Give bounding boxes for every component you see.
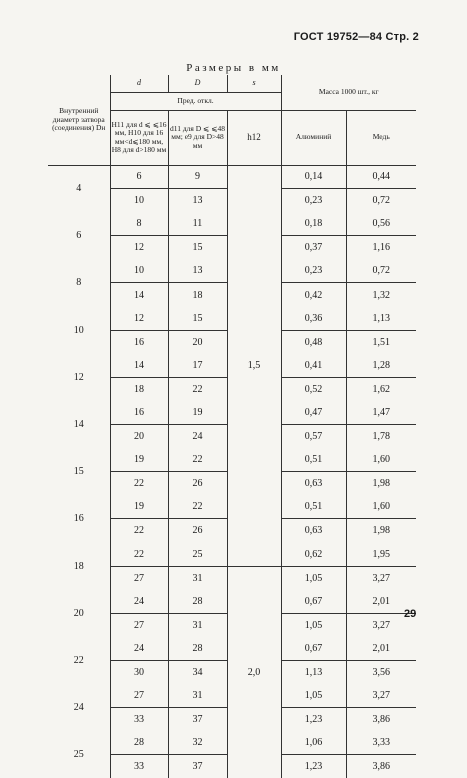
header-D: D [168,75,227,92]
cell-dn: 18 [73,560,84,572]
cell-aluminium: 0,67 [281,590,346,614]
cell-d: 27 [110,613,168,637]
cell-d: 20 [110,425,168,449]
cell-D: 34 [168,660,227,684]
cell-D: 13 [168,259,227,283]
cell-aluminium: 0,63 [281,472,346,496]
cell-D: 22 [168,448,227,472]
cell-D: 26 [168,472,227,496]
cell-d: 28 [110,731,168,755]
cell-D: 25 [168,543,227,567]
cell-D: 9 [168,165,227,189]
cell-copper: 3,27 [346,684,416,708]
cell-d: 19 [110,448,168,472]
cell-D: 26 [168,519,227,543]
page-header: ГОСТ 19752—84 Стр. 2 [293,31,419,43]
cell-aluminium: 0,41 [281,354,346,378]
cell-copper: 3,56 [346,660,416,684]
cell-d: 19 [110,495,168,519]
header-mass: Масса 1000 шт., кг [281,75,416,110]
cell-aluminium: 0,47 [281,401,346,425]
table-caption: Размеры в мм [186,62,281,74]
cell-d: 8 [110,212,168,236]
cell-aluminium: 1,13 [281,660,346,684]
cell-copper: 2,01 [346,590,416,614]
cell-dn: 12 [73,371,84,383]
cell-D: 17 [168,354,227,378]
cell-aluminium: 1,05 [281,613,346,637]
cell-copper: 1,16 [346,236,416,260]
cell-copper: 1,47 [346,401,416,425]
cell-d: 6 [110,165,168,189]
cell-copper: 1,13 [346,307,416,331]
cell-D: 20 [168,330,227,354]
cell-aluminium: 0,57 [281,425,346,449]
cell-D: 28 [168,637,227,661]
cell-D: 13 [168,189,227,213]
tolerance-s: h12 [227,110,281,165]
header-prev-otkl: Пред. откл. [110,92,281,110]
cell-aluminium: 0,67 [281,637,346,661]
cell-D: 18 [168,283,227,307]
cell-copper: 1,60 [346,448,416,472]
cell-d: 14 [110,283,168,307]
cell-d: 33 [110,708,168,732]
cell-d: 18 [110,377,168,401]
cell-copper: 1,98 [346,519,416,543]
cell-dn: 4 [76,183,82,195]
cell-D: 22 [168,495,227,519]
cell-d: 27 [110,684,168,708]
cell-dn: 15 [73,466,84,478]
cell-d: 22 [110,543,168,567]
header-d: d [110,75,168,92]
cell-s-2: 2,0 [227,566,281,778]
cell-d: 16 [110,330,168,354]
cell-d: 14 [110,354,168,378]
cell-aluminium: 0,14 [281,165,346,189]
dimensions-table [48,75,416,778]
cell-s-1: 1,5 [227,165,281,566]
cell-dn: 22 [73,654,84,666]
cell-copper: 3,33 [346,731,416,755]
cell-copper: 0,72 [346,259,416,283]
cell-copper: 1,28 [346,354,416,378]
header-aluminium: Алюминий [281,110,346,165]
cell-D: 11 [168,212,227,236]
cell-D: 37 [168,708,227,732]
cell-dn: 16 [73,513,84,525]
cell-D: 15 [168,307,227,331]
cell-dn: 14 [73,419,84,431]
cell-aluminium: 0,51 [281,448,346,472]
cell-aluminium: 1,23 [281,755,346,778]
cell-d: 16 [110,401,168,425]
cell-D: 24 [168,425,227,449]
cell-D: 15 [168,236,227,260]
cell-d: 22 [110,472,168,496]
cell-D: 32 [168,731,227,755]
cell-D: 28 [168,590,227,614]
cell-copper: 3,27 [346,613,416,637]
header-copper: Медь [346,110,416,165]
cell-aluminium: 0,37 [281,236,346,260]
cell-dn: 24 [73,702,84,714]
cell-aluminium: 0,48 [281,330,346,354]
cell-d: 33 [110,755,168,778]
cell-copper: 1,60 [346,495,416,519]
tolerance-d: H11 для d ⩽ ⩽16 мм, H10 для 16 мм<d⩽180 мм, H8 для d>180 мм [110,110,168,165]
cell-d: 27 [110,566,168,590]
cell-copper: 1,95 [346,543,416,567]
cell-aluminium: 0,23 [281,259,346,283]
cell-d: 24 [110,637,168,661]
page-number: 29 [404,608,417,620]
cell-d: 10 [110,259,168,283]
cell-copper: 3,86 [346,708,416,732]
cell-d: 24 [110,590,168,614]
cell-d: 12 [110,236,168,260]
cell-dn: 20 [73,607,84,619]
cell-aluminium: 0,18 [281,212,346,236]
cell-copper: 3,86 [346,755,416,778]
cell-copper: 1,78 [346,425,416,449]
cell-D: 37 [168,755,227,778]
cell-copper: 0,44 [346,165,416,189]
tolerance-D: d11 для D ⩽ ⩽48 мм; e9 для D>48 мм [168,110,227,165]
cell-dn: 6 [76,230,82,242]
cell-copper: 1,51 [346,330,416,354]
cell-aluminium: 1,23 [281,708,346,732]
cell-copper: 1,62 [346,377,416,401]
header-dn: Внутренний диаметр затвора (соединения) Dн [52,106,106,132]
cell-aluminium: 0,52 [281,377,346,401]
cell-d: 12 [110,307,168,331]
cell-D: 22 [168,377,227,401]
cell-aluminium: 0,51 [281,495,346,519]
cell-dn: 25 [73,749,84,761]
cell-copper: 2,01 [346,637,416,661]
cell-copper: 1,98 [346,472,416,496]
cell-aluminium: 0,42 [281,283,346,307]
cell-d: 30 [110,660,168,684]
cell-dn: 8 [76,277,82,289]
cell-copper: 1,32 [346,283,416,307]
cell-copper: 3,27 [346,566,416,590]
cell-D: 31 [168,566,227,590]
cell-copper: 0,56 [346,212,416,236]
header-s: s [227,75,281,92]
cell-aluminium: 1,06 [281,731,346,755]
cell-aluminium: 0,23 [281,189,346,213]
cell-aluminium: 0,63 [281,519,346,543]
cell-aluminium: 1,05 [281,566,346,590]
cell-dn: 10 [73,324,84,336]
cell-D: 31 [168,684,227,708]
cell-copper: 0,72 [346,189,416,213]
cell-D: 31 [168,613,227,637]
cell-aluminium: 0,62 [281,543,346,567]
table-row [48,165,416,189]
cell-d: 10 [110,189,168,213]
cell-aluminium: 0,36 [281,307,346,331]
cell-D: 19 [168,401,227,425]
cell-d: 22 [110,519,168,543]
cell-aluminium: 1,05 [281,684,346,708]
